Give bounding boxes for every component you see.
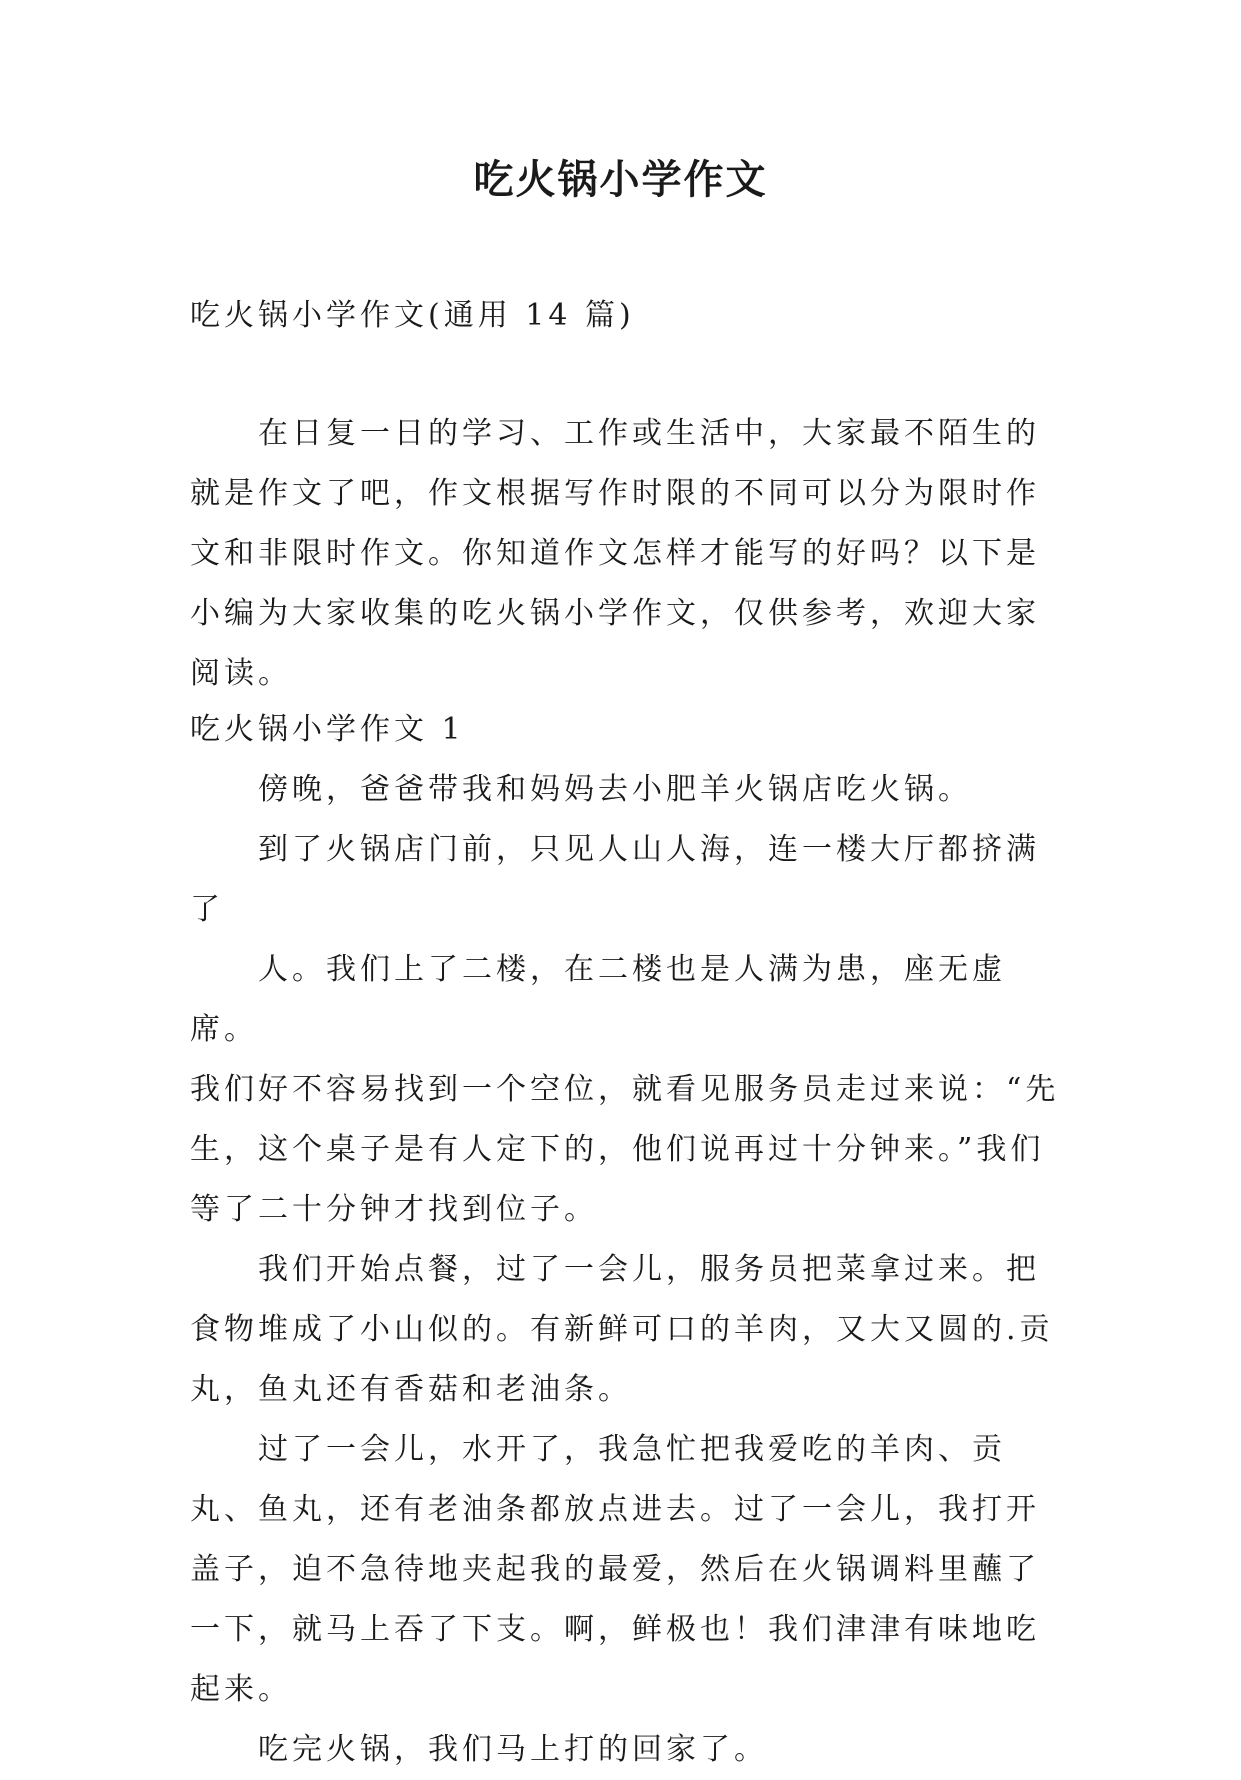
essay-paragraph: 傍晚，爸爸带我和妈妈去小肥羊火锅店吃火锅。 — [258, 772, 972, 807]
essay-paragraph: 人。我们上了二楼，在二楼也是人满为患，座无虚席。 — [190, 952, 1006, 1047]
document-subtitle: 吃火锅小学作文(通用 14 篇) — [190, 298, 635, 333]
essay-paragraph: 我们好不容易找到一个空位，就看见服务员走过来说：“先生，这个桌子是有人定下的，他们说再过十分钟来。”我们等了二十分钟才找到位子。 — [190, 1072, 1060, 1227]
essay-section-1 — [190, 700, 1060, 1780]
essay-paragraph: 过了一会儿，水开了，我急忙把我爱吃的羊肉、贡丸、鱼丸，还有老油条都放点进去。过了一会儿，我打开盖子，迫不急待地夹起我的最爱，然后在火锅调料里蘸了一下，就马上吞了下支。啊，鲜极也！我们津津有味地吃起来。 — [190, 1432, 1040, 1707]
intro-paragraph: 在日复一日的学习、工作或生活中，大家最不陌生的就是作文了吧，作文根据写作时限的不同可以分为限时作文和非限时作文。你知道作文怎样才能写的好吗？以下是小编为大家收集的吃火锅小学作文，仅供参考，欢迎大家阅读。 — [190, 416, 1040, 691]
essay-paragraph: 我们开始点餐，过了一会儿，服务员把菜拿过来。把食物堆成了小山似的。有新鲜可口的羊肉，又大又圆的.贡丸，鱼丸还有香菇和老油条。 — [190, 1252, 1054, 1407]
section-heading: 吃火锅小学作文 1 — [190, 712, 465, 747]
essay-paragraph: 吃完火锅，我们马上打的回家了。 — [258, 1732, 768, 1767]
page-title: 吃火锅小学作文 — [473, 156, 768, 203]
intro-block — [190, 404, 1060, 704]
essay-paragraph: 到了火锅店门前，只见人山人海，连一楼大厅都挤满了 — [190, 832, 1040, 927]
